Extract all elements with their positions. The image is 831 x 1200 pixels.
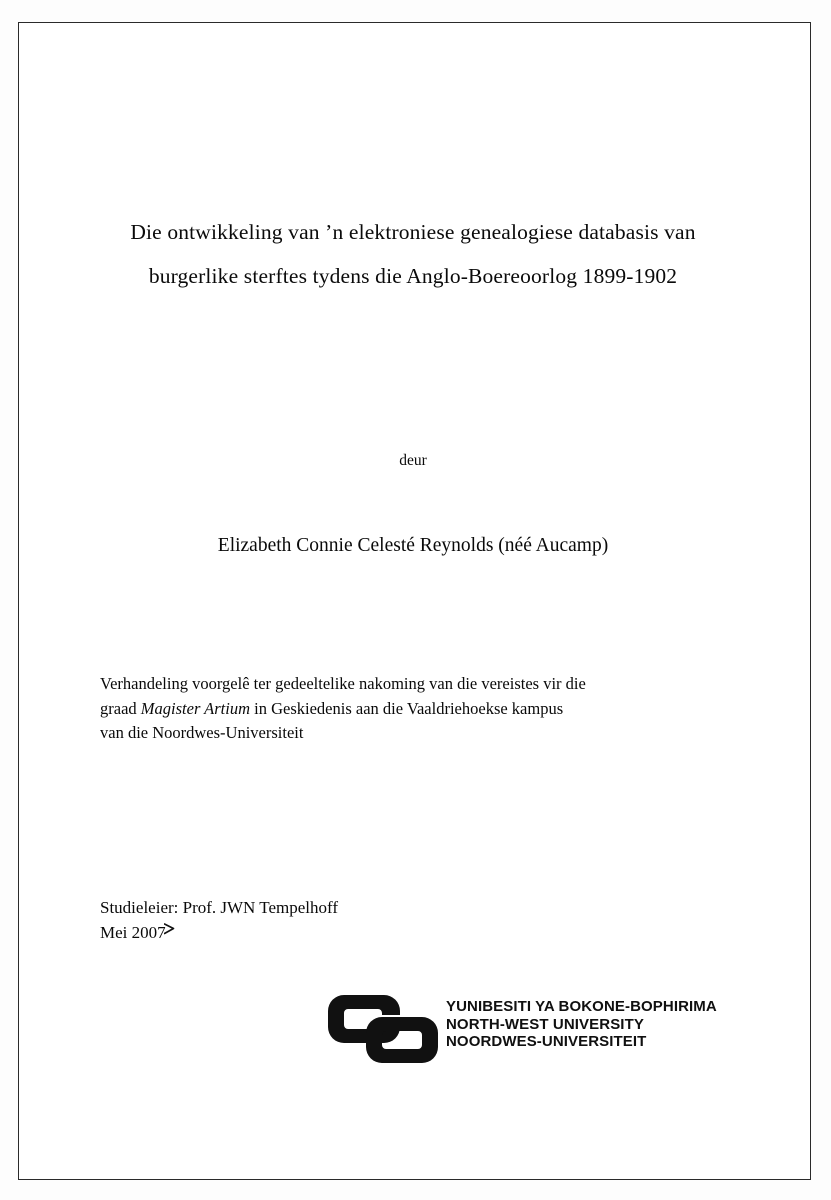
submission-line-3: van die Noordwes-Universiteit <box>100 723 304 742</box>
by-word: deur <box>399 452 427 469</box>
submission-line-1: Verhandeling voorgelê ter gedeeltelike nakoming van die vereistes vir die <box>100 674 586 693</box>
submission-line-2-post: in Geskiedenis aan die Vaaldriehoekse kampus <box>250 698 564 718</box>
submission-line-2 <box>100 697 724 722</box>
university-logo <box>250 987 717 1067</box>
date-line <box>100 920 166 945</box>
supervisor-block <box>100 895 700 945</box>
submission-statement <box>100 672 724 746</box>
title-page-content <box>88 22 738 1180</box>
university-logo-text <box>446 998 717 1051</box>
title-line-1: Die ontwikkeling van ’n elektroniese genealogiese databasis van <box>130 220 696 244</box>
date-text: Mei 2007 <box>100 923 166 942</box>
author-name: Elizabeth Connie Celesté Reynolds (néé Aucamp) <box>217 535 609 556</box>
degree-name: Magister Artium <box>140 698 251 718</box>
logo-text-line-1: YUNIBESITI YA BOKONE-BOPHIRIMA <box>446 998 717 1015</box>
title-line-2: burgerlike sterftes tydens die Anglo-Boereoorlog 1899-1902 <box>148 264 678 288</box>
thesis-title <box>88 210 738 298</box>
submission-line-2-pre: graad <box>100 698 141 718</box>
supervisor-line: Studieleier: Prof. JWN Tempelhoff <box>100 898 339 917</box>
logo-text-line-2: NORTH-WEST UNIVERSITY <box>446 1015 644 1033</box>
logo-text-line-3: NOORDWES-UNIVERSITEIT <box>446 1033 647 1050</box>
north-west-university-logo-mark-icon <box>328 991 438 1063</box>
